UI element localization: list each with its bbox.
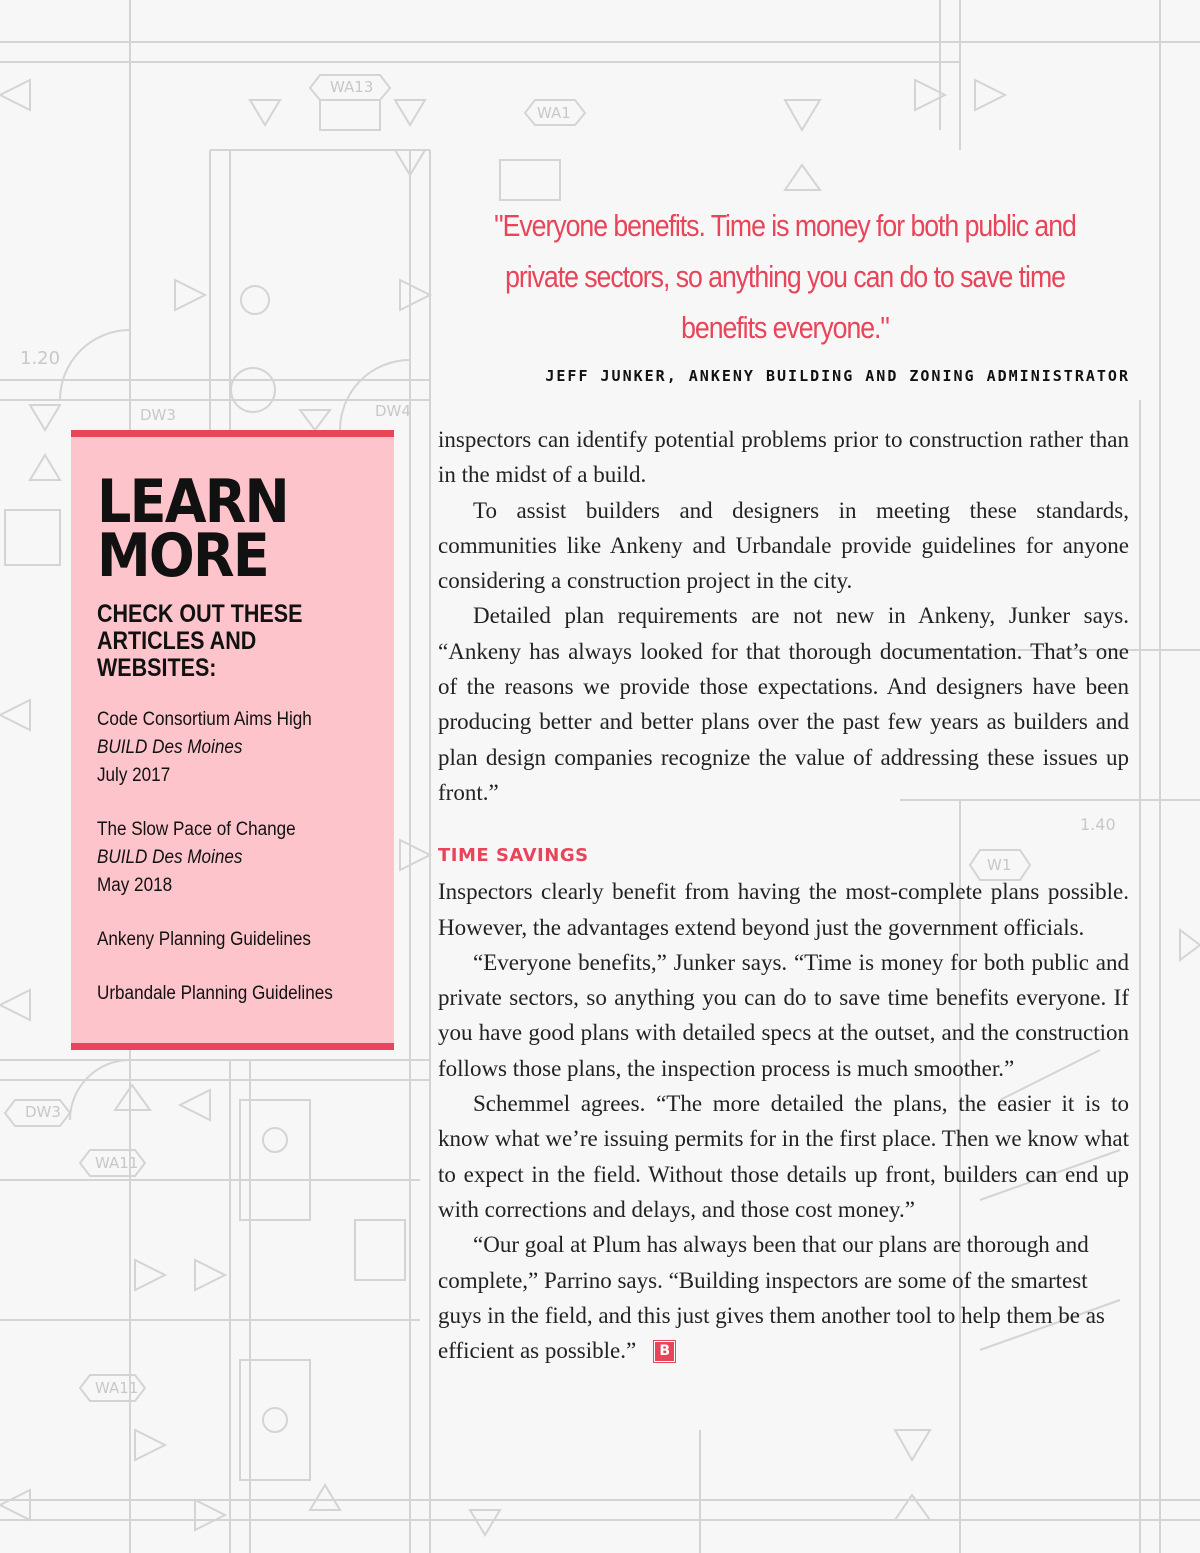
svg-text:1.20: 1.20 <box>20 348 61 369</box>
pull-quote-attribution: JEFF JUNKER, ANKENY BUILDING AND ZONING ADMINISTRATOR <box>545 367 1130 385</box>
article-paragraph: Inspectors clearly benefit from having the most-complete plans possible. However, the advantages extend beyond just the government officials. <box>438 879 1129 940</box>
svg-text:1.40: 1.40 <box>1080 815 1116 834</box>
pull-quote <box>440 200 1130 385</box>
article-paragraph: inspectors can identify potential problems prior to construction rather than in the midst of a build. <box>438 427 1129 488</box>
sidebar-item-title: The Slow Pace of Change <box>97 819 296 840</box>
end-mark-icon: B <box>654 1341 675 1362</box>
pull-quote-text: "Everyone benefits. Time is money for both public and private sectors, so anything you can do to save time benefits everyone." <box>494 208 1076 345</box>
sidebar-item-title: Urbandale Planning Guidelines <box>97 983 333 1004</box>
svg-text:DW3: DW3 <box>25 1103 61 1121</box>
sidebar-item-publication: BUILD Des Moines <box>97 737 243 758</box>
article-paragraph-text: “Our goal at Plum has always been that our plans are thorough and complete,” Parrino says. “Building inspectors are some of the smartest guys in the field, and this just gives them another tool to help them be as efficient as possible.” <box>438 1232 1105 1364</box>
sidebar-link-ankeny-guidelines[interactable] <box>97 926 341 954</box>
sidebar-link-slow-pace[interactable] <box>97 816 341 900</box>
article-last-paragraph <box>438 1227 1129 1368</box>
svg-text:WA13: WA13 <box>330 78 374 96</box>
svg-text:DW4: DW4 <box>375 402 411 420</box>
learn-more-sidebar <box>71 430 394 1050</box>
svg-text:DW3: DW3 <box>140 406 176 424</box>
sidebar-title-line2: MORE <box>97 521 268 591</box>
sidebar-title <box>97 467 341 591</box>
article-paragraph: Detailed plan requirements are not new in Ankeny, Junker says. “Ankeny has always looked for that thorough documentation. That’s one of the reasons we provide those expectations. And designers have been producing better and better plans over the past few years as builders and plan design companies recognize the value of addressing these issues up front.” <box>438 603 1129 805</box>
article-paragraph: “Everyone benefits,” Junker says. “Time is money for both public and private sectors, so anything you can do to save time benefits everyone. If you have good plans with detailed specs at the outset, and the construction follows those plans, the inspection process is much smoother.” <box>438 949 1129 1081</box>
sidebar-link-code-consortium[interactable] <box>97 706 341 790</box>
sidebar-item-publication: BUILD Des Moines <box>97 847 243 868</box>
sidebar-item-date: July 2017 <box>97 765 171 786</box>
sidebar-link-urbandale-guidelines[interactable] <box>97 980 341 1008</box>
svg-text:WA11: WA11 <box>95 1154 139 1172</box>
svg-text:WA11: WA11 <box>95 1379 139 1397</box>
svg-text:W1: W1 <box>987 856 1012 874</box>
sidebar-title-line1: LEARN <box>97 467 288 537</box>
sidebar-item-title: Ankeny Planning Guidelines <box>97 929 311 950</box>
article-body <box>438 422 1129 1368</box>
sidebar-subtitle: CHECK OUT THESE ARTICLES AND WEBSITES: <box>97 600 303 682</box>
section-heading: TIME SAVINGS <box>438 845 589 867</box>
article-paragraph: To assist builders and designers in meeting these standards, communities like Ankeny and Urbandale provide guidelines for anyone considering a construction project in the city. <box>438 497 1129 594</box>
sidebar-item-title: Code Consortium Aims High <box>97 709 312 730</box>
svg-text:WA1: WA1 <box>537 104 571 122</box>
article-paragraph: Schemmel agrees. “The more detailed the plans, the easier it is to know what we’re issuing permits for in the first place. Then we know what to expect in the field. Without those details up front, builders can end up with corrections and delays, and those cost money.” <box>438 1091 1129 1222</box>
sidebar-item-date: May 2018 <box>97 875 173 896</box>
